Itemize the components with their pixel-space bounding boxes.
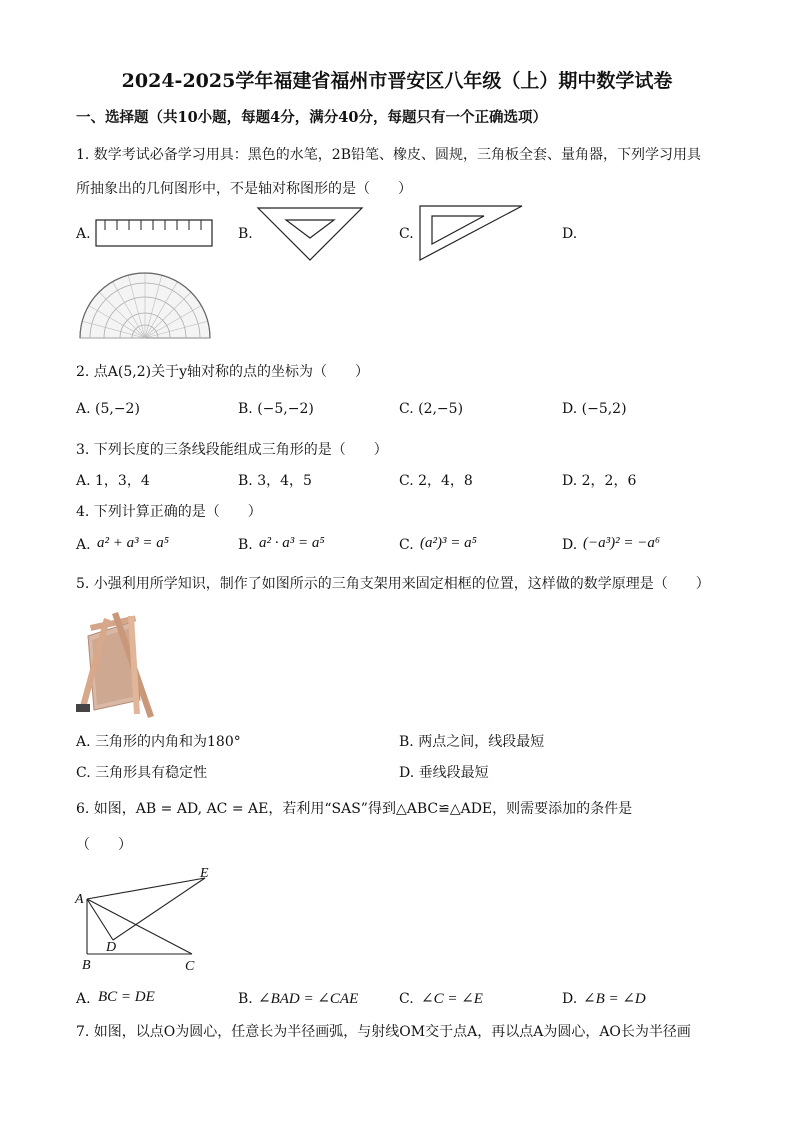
q3-option-d: D. 2，2，6 (562, 473, 637, 489)
q4-option-d-expr: (−a³)² = −a⁶ (583, 535, 661, 551)
q6-option-a-expr: BC = DE (98, 989, 155, 1005)
q6-option-d-label: D. (562, 991, 578, 1007)
question-6-line-1: 6. 如图，AB = AD, AC = AE，若利用“SAS”得到△ABC≌△ADE，则需要添加的条件是 (76, 801, 633, 817)
point-label-c: C (185, 959, 195, 974)
q3-option-c: C. 2，4，8 (399, 473, 473, 489)
q2-option-d: D. (−5,2) (562, 401, 627, 417)
q2-option-a: A. (5,−2) (76, 401, 140, 417)
q1-option-d-label: D. (562, 226, 578, 242)
question-1-line-2: 所抽象出的几何图形中，不是轴对称图形的是（ ） (76, 181, 412, 197)
q4-option-a-expr: a² + a³ = a⁵ (97, 535, 169, 551)
q5-option-a: A. 三角形的内角和为180° (76, 734, 241, 750)
isosceles-set-square-figure (256, 206, 364, 262)
point-label-d: D (106, 940, 117, 955)
question-5-text: 5. 小强利用所学知识，制作了如图所示的三角支架用来固定相框的位置，这样做的数学原理是（ ） (76, 576, 710, 592)
protractor-figure (78, 272, 212, 340)
q5-option-c: C. 三角形具有稳定性 (76, 765, 208, 781)
q6-option-d-expr: ∠B = ∠D (583, 991, 646, 1007)
point-label-b: B (82, 958, 91, 973)
q6-option-a-label: A. (76, 991, 91, 1007)
easel-photo (74, 608, 158, 720)
right-set-square-figure (418, 204, 524, 262)
q1-option-b-label: B. (238, 226, 253, 242)
q5-option-b: B. 两点之间，线段最短 (399, 734, 545, 750)
triangle-figure (70, 860, 220, 976)
q6-option-b-expr: ∠BAD = ∠CAE (258, 991, 359, 1007)
q1-option-c-label: C. (399, 226, 414, 242)
q5-option-d: D. 垂线段最短 (399, 765, 489, 781)
question-4-text: 4. 下列计算正确的是（ ） (76, 504, 262, 520)
q6-option-b-label: B. (238, 991, 253, 1007)
point-label-e: E (200, 866, 209, 881)
q4-option-d-label: D. (562, 537, 578, 553)
q4-option-b-expr: a² · a³ = a⁵ (259, 535, 325, 551)
q6-option-c-expr: ∠C = ∠E (421, 991, 483, 1007)
question-6-line-2: （ ） (76, 837, 132, 853)
q3-option-b: B. 3，4，5 (238, 473, 312, 489)
q4-option-a-label: A. (76, 537, 91, 553)
page-title: 2024-2025学年福建省福州市晋安区八年级（上）期中数学试卷 (121, 70, 673, 92)
ruler-figure (95, 219, 213, 247)
question-3-text: 3. 下列长度的三条线段能组成三角形的是（ ） (76, 442, 388, 458)
q6-option-c-label: C. (399, 991, 414, 1007)
question-7-text: 7. 如图，以点O为圆心，任意长为半径画弧，与射线OM交于点A，再以点A为圆心，AO长为半径画 (76, 1024, 691, 1040)
section-heading: 一、选择题（共10小题，每题4分，满分40分，每题只有一个正确选项） (76, 109, 547, 126)
q2-option-b: B. (−5,−2) (238, 401, 314, 417)
q4-option-c-expr: (a²)³ = a⁵ (420, 535, 477, 551)
q1-option-a-label: A. (76, 226, 91, 242)
point-label-a: A (75, 892, 84, 907)
q4-option-b-label: B. (238, 537, 253, 553)
q3-option-a: A. 1，3，4 (76, 473, 150, 489)
q2-option-c: C. (2,−5) (399, 401, 464, 417)
question-1-line-1: 1. 数学考试必备学习用具：黑色的水笔，2B铅笔、橡皮、圆规，三角板全套、量角器，下列学习用具 (76, 147, 702, 163)
q4-option-c-label: C. (399, 537, 414, 553)
question-2-text: 2. 点A(5,2)关于y轴对称的点的坐标为（ ） (76, 364, 370, 380)
